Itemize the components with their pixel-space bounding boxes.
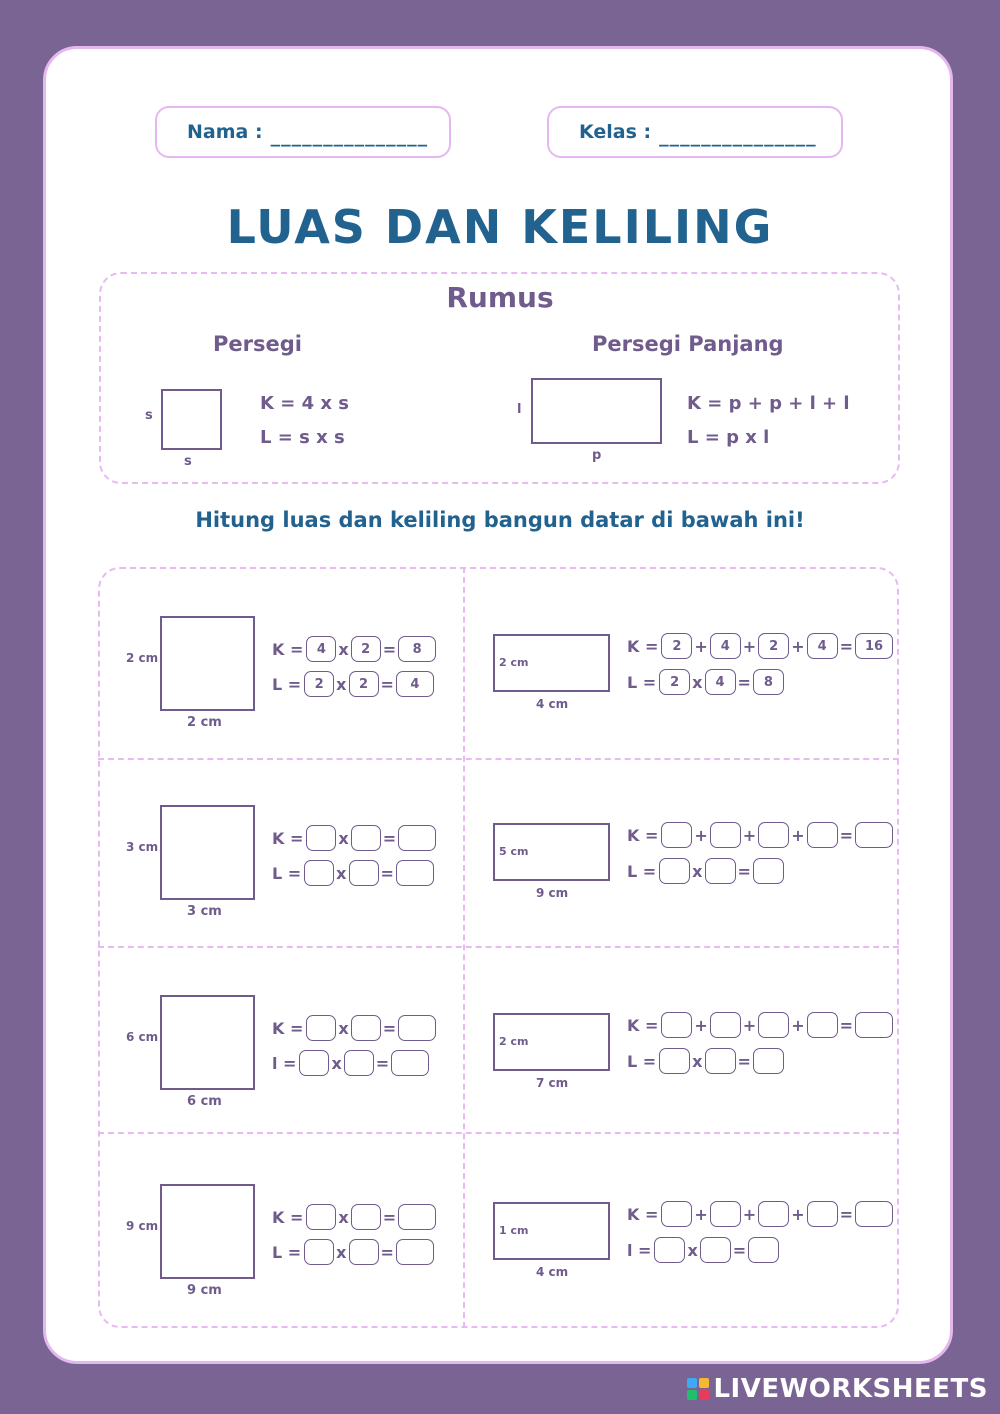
- operator: x: [336, 674, 347, 694]
- class-blank[interactable]: _______________: [659, 125, 817, 147]
- answer-box[interactable]: [304, 1239, 334, 1265]
- operator: =: [382, 1207, 397, 1227]
- formula-title: Rumus: [446, 281, 554, 314]
- operator: x: [338, 639, 349, 659]
- answer-box[interactable]: 2: [661, 633, 692, 659]
- operator: +: [742, 1015, 757, 1035]
- instruction-text: Hitung luas dan keliling bangun datar di bawah ini!: [195, 508, 805, 532]
- grid-divider: [98, 1132, 899, 1134]
- answer-box[interactable]: [855, 1201, 893, 1227]
- answer-box[interactable]: 2: [304, 671, 334, 697]
- answer-box[interactable]: [306, 1015, 336, 1041]
- operator: =: [839, 1204, 853, 1224]
- answer-box[interactable]: [661, 1201, 692, 1227]
- grid-divider: [98, 946, 899, 948]
- answer-box[interactable]: [807, 822, 838, 848]
- square-side-label: 6 cm: [187, 1094, 222, 1109]
- answer-box[interactable]: [753, 1048, 784, 1074]
- operator: =: [839, 1015, 853, 1035]
- answer-box[interactable]: 4: [710, 633, 741, 659]
- rectangle-formula-title: Persegi Panjang: [592, 332, 784, 356]
- answer-box[interactable]: [351, 1204, 381, 1230]
- page-title: LUAS DAN KELILING: [226, 200, 774, 254]
- equation-label: l =: [627, 1240, 652, 1260]
- operator: =: [382, 828, 397, 848]
- brand-name: LIVEWORKSHEETS: [713, 1374, 988, 1404]
- rectangle-length-label: 9 cm: [536, 886, 569, 900]
- answer-box[interactable]: [748, 1237, 779, 1263]
- liveworksheets-logo-icon: [687, 1378, 709, 1400]
- answer-box[interactable]: 2: [659, 669, 690, 695]
- square-area-formula: L = s x s: [260, 427, 345, 448]
- square-side-label: 9 cm: [126, 1219, 159, 1233]
- perimeter-equation: [627, 1012, 893, 1038]
- answer-box[interactable]: [396, 860, 434, 886]
- perimeter-equation: [272, 1015, 436, 1041]
- answer-box[interactable]: [753, 858, 784, 884]
- equation-label: K =: [272, 828, 304, 848]
- answer-box[interactable]: [398, 1015, 436, 1041]
- answer-box[interactable]: 16: [855, 633, 893, 659]
- perimeter-equation: [627, 633, 893, 659]
- operator: +: [742, 636, 757, 656]
- answer-box[interactable]: [710, 822, 741, 848]
- answer-box[interactable]: [661, 1012, 692, 1038]
- area-equation: [272, 671, 434, 697]
- operator: +: [791, 825, 805, 845]
- operator: +: [791, 1015, 805, 1035]
- area-equation: [272, 860, 434, 886]
- answer-box[interactable]: [758, 1012, 789, 1038]
- operator: =: [375, 1053, 390, 1073]
- answer-box[interactable]: [705, 858, 736, 884]
- rectangle-width-label: 1 cm: [499, 1224, 529, 1237]
- operator: x: [692, 861, 703, 881]
- rectangle-width-label: 2 cm: [499, 656, 529, 669]
- rectangle-area-formula: L = p x l: [687, 427, 770, 448]
- answer-box[interactable]: 8: [398, 636, 436, 662]
- operator: +: [694, 825, 708, 845]
- operator: =: [839, 825, 853, 845]
- answer-box[interactable]: 4: [396, 671, 434, 697]
- rectangle-length-label: 7 cm: [536, 1076, 569, 1090]
- square-shape: [160, 995, 255, 1090]
- answer-box[interactable]: 4: [306, 636, 336, 662]
- operator: +: [742, 1204, 757, 1224]
- answer-box[interactable]: [299, 1050, 329, 1076]
- answer-box[interactable]: [398, 1204, 436, 1230]
- equation-label: K =: [272, 1207, 304, 1227]
- class-field[interactable]: [547, 106, 843, 158]
- square-side-label: 3 cm: [126, 840, 159, 854]
- answer-box[interactable]: [351, 825, 381, 851]
- area-equation: [272, 1050, 429, 1076]
- answer-box[interactable]: [654, 1237, 685, 1263]
- square-side-label: 2 cm: [187, 715, 222, 730]
- operator: +: [694, 1015, 708, 1035]
- answer-box[interactable]: [349, 1239, 379, 1265]
- operator: =: [382, 639, 397, 659]
- answer-box[interactable]: [710, 1012, 741, 1038]
- answer-box[interactable]: [396, 1239, 434, 1265]
- perimeter-equation: [272, 1204, 436, 1230]
- answer-box[interactable]: [351, 1015, 381, 1041]
- perimeter-equation: [272, 825, 436, 851]
- class-label: Kelas :: [579, 121, 652, 143]
- operator: x: [692, 672, 703, 692]
- answer-box[interactable]: [661, 822, 692, 848]
- answer-box[interactable]: [391, 1050, 429, 1076]
- operator: x: [692, 1051, 703, 1071]
- area-equation: [272, 1239, 434, 1265]
- perimeter-equation: [272, 636, 436, 662]
- answer-box[interactable]: 2: [349, 671, 379, 697]
- answer-box[interactable]: 4: [807, 633, 838, 659]
- operator: x: [336, 863, 347, 883]
- answer-box[interactable]: [807, 1012, 838, 1038]
- answer-box[interactable]: [659, 1048, 690, 1074]
- area-equation: [627, 1048, 784, 1074]
- answer-box[interactable]: 2: [758, 633, 789, 659]
- equation-label: K =: [272, 639, 304, 659]
- rectangle-length-label: 4 cm: [536, 697, 569, 711]
- operator: =: [737, 672, 751, 692]
- rectangle-width-label: 2 cm: [499, 1035, 529, 1048]
- rectangle-length-label: 4 cm: [536, 1265, 569, 1279]
- square-side-label: 3 cm: [187, 904, 222, 919]
- operator: =: [380, 674, 394, 694]
- rectangle-length-label: p: [592, 448, 602, 463]
- operator: =: [382, 1018, 397, 1038]
- answer-box[interactable]: [304, 860, 334, 886]
- rectangle-diagram: [531, 378, 662, 444]
- equation-label: L =: [272, 674, 302, 694]
- square-side-label: s: [145, 408, 153, 423]
- name-label: Nama :: [187, 121, 263, 143]
- equation-label: l =: [272, 1053, 297, 1073]
- operator: x: [336, 1242, 347, 1262]
- operator: x: [338, 828, 349, 848]
- square-shape: [160, 616, 255, 711]
- equation-label: L =: [627, 672, 657, 692]
- equation-label: K =: [627, 1204, 659, 1224]
- perimeter-equation: [627, 1201, 893, 1227]
- answer-box[interactable]: [807, 1201, 838, 1227]
- equation-label: L =: [272, 863, 302, 883]
- square-side-label: 9 cm: [187, 1283, 222, 1298]
- equation-label: L =: [627, 1051, 657, 1071]
- equation-label: K =: [627, 825, 659, 845]
- rectangle-width-label: 5 cm: [499, 845, 529, 858]
- equation-label: L =: [627, 861, 657, 881]
- square-side-label: s: [184, 454, 192, 469]
- answer-box[interactable]: 4: [705, 669, 736, 695]
- operator: =: [380, 863, 394, 883]
- answer-box[interactable]: [700, 1237, 731, 1263]
- equation-label: L =: [272, 1242, 302, 1262]
- answer-box[interactable]: [306, 825, 336, 851]
- area-equation: [627, 1237, 779, 1263]
- square-formula-title: Persegi: [213, 332, 302, 356]
- answer-box[interactable]: [855, 1012, 893, 1038]
- square-shape: [160, 1184, 255, 1279]
- answer-box[interactable]: [344, 1050, 374, 1076]
- answer-box[interactable]: [710, 1201, 741, 1227]
- rectangle-perimeter-formula: K = p + p + l + l: [687, 393, 850, 414]
- operator: +: [791, 1204, 805, 1224]
- operator: =: [839, 636, 853, 656]
- square-shape: [160, 805, 255, 900]
- name-blank[interactable]: _______________: [270, 125, 429, 147]
- grid-divider: [98, 758, 899, 760]
- operator: =: [732, 1240, 747, 1260]
- answer-box[interactable]: [398, 825, 436, 851]
- answer-box[interactable]: [758, 1201, 789, 1227]
- answer-box[interactable]: [349, 860, 379, 886]
- square-perimeter-formula: K = 4 x s: [260, 393, 349, 414]
- area-equation: [627, 858, 784, 884]
- answer-box[interactable]: 8: [753, 669, 784, 695]
- answer-box[interactable]: [758, 822, 789, 848]
- operator: x: [687, 1240, 698, 1260]
- operator: +: [791, 636, 805, 656]
- answer-box[interactable]: [306, 1204, 336, 1230]
- square-diagram: [161, 389, 222, 450]
- square-side-label: 6 cm: [126, 1030, 159, 1044]
- answer-box[interactable]: [659, 858, 690, 884]
- square-side-label: 2 cm: [126, 651, 159, 665]
- operator: =: [380, 1242, 394, 1262]
- rectangle-width-label: l: [517, 402, 522, 417]
- operator: =: [737, 1051, 751, 1071]
- equation-label: K =: [627, 636, 659, 656]
- answer-box[interactable]: 2: [351, 636, 381, 662]
- operator: +: [694, 1204, 708, 1224]
- name-field[interactable]: [155, 106, 451, 158]
- operator: x: [331, 1053, 342, 1073]
- operator: +: [742, 825, 757, 845]
- answer-box[interactable]: [855, 822, 893, 848]
- operator: x: [338, 1207, 349, 1227]
- operator: +: [694, 636, 708, 656]
- area-equation: [627, 669, 784, 695]
- equation-label: K =: [272, 1018, 304, 1038]
- operator: x: [338, 1018, 349, 1038]
- brand-footer: [687, 1374, 988, 1404]
- operator: =: [737, 861, 751, 881]
- answer-box[interactable]: [705, 1048, 736, 1074]
- equation-label: K =: [627, 1015, 659, 1035]
- perimeter-equation: [627, 822, 893, 848]
